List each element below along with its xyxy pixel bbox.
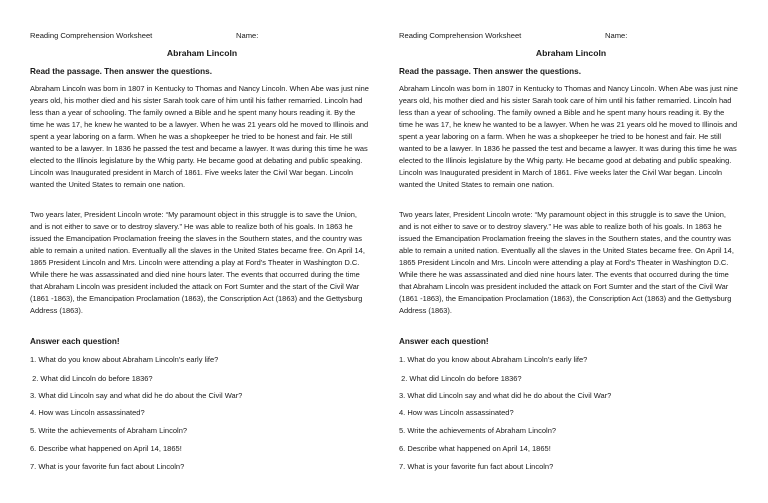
worksheet-title: Abraham Lincoln: [535, 48, 607, 58]
question-6: 6. Describe what happened on April 14, 1865!: [30, 444, 182, 453]
answer-heading: Answer each question!: [30, 337, 120, 346]
passage-paragraph-1: Abraham Lincoln was born in 1807 in Kentucky to Thomas and Nancy Lincoln. When Abe was just nine years old, his mother died and his sister Sarah took care of him until his father remarried. Lincoln had less than a year of schooling. The family owned a Bible and he spent many hours reading it. By the time he was 17, he knew he wanted to be a lawyer. When he was 21 years old he moved to Illinois and spent a year laboring on a farm. When he was a shopkeeper he tried to be honest and fair. He still wanted to be a lawyer. In 1836 he passed the test and became a lawyer. It was during this time he was elected to the Illinois legislature by the Whig party. He became good at debating and public speaking. Lincoln was Inaugurated president in March of 1861. Five weeks later the Civil War began. Lincoln wanted the United States to remain one nation.: [399, 84, 738, 190]
question-5: 5. Write the achievements of Abraham Lincoln?: [30, 426, 188, 435]
question-4: 4. How was Lincoln assassinated?: [399, 408, 514, 417]
worksheet-header: [399, 31, 743, 41]
answer-heading: Answer each question!: [399, 337, 489, 346]
name-label: Name:: [605, 31, 628, 40]
passage-paragraph-1: Abraham Lincoln was born in 1807 in Kentucky to Thomas and Nancy Lincoln. When Abe was just nine years old, his mother died and his sister Sarah took care of him until his father remarried. Lincoln had less than a year of schooling. The family owned a Bible and he spent many hours reading it. By the time he was 17, he knew he wanted to be a lawyer. When he was 21 years old he moved to Illinois and spent a year laboring on a farm. When he was a shopkeeper he tried to be honest and fair. He still wanted to be a lawyer. In 1836 he passed the test and became a lawyer. It was during this time he was elected to the Illinois legislature by the Whig party. He became good at debating and public speaking. Lincoln was Inaugurated president in March of 1861. Five weeks later the Civil War began. Lincoln wanted the United States to remain one nation.: [30, 84, 369, 190]
worksheet-title: Abraham Lincoln: [166, 48, 238, 58]
question-7: 7. What is your favorite fun fact about Lincoln?: [30, 462, 185, 471]
question-2: 2. What did Lincoln do before 1836?: [30, 374, 153, 383]
worksheet-header: [30, 31, 374, 41]
instructions: Read the passage. Then answer the questions.: [399, 67, 581, 76]
question-1: 1. What do you know about Abraham Lincoln’s early life?: [30, 355, 219, 364]
question-6: 6. Describe what happened on April 14, 1865!: [399, 444, 551, 453]
question-7: 7. What is your favorite fun fact about Lincoln?: [399, 462, 554, 471]
instructions: Read the passage. Then answer the questions.: [30, 67, 212, 76]
header-title: Reading Comprehension Worksheet: [399, 31, 522, 40]
worksheet-left: [30, 0, 374, 503]
question-4: 4. How was Lincoln assassinated?: [30, 408, 145, 417]
question-3: 3. What did Lincoln say and what did he do about the Civil War?: [399, 391, 612, 400]
question-1: 1. What do you know about Abraham Lincoln’s early life?: [399, 355, 588, 364]
question-5: 5. Write the achievements of Abraham Lincoln?: [399, 426, 557, 435]
question-2: 2. What did Lincoln do before 1836?: [399, 374, 522, 383]
passage-paragraph-2: Two years later, President Lincoln wrote: “My paramount object in this struggle is to save the Union, and is not either to save or to destroy slavery.” He was able to realize both of his goals. In 1863 he issued the Emancipation Proclamation freeing the slaves in the Southern states, and the country was able to remain a united nation. Eventually all the slaves in the United States became free. On April 14, 1865 President Lincoln and Mrs. Lincoln were attending a play at Ford’s Theater in Washington D.C. While there he was assassinated and died nine hours later. The events that occurred during the time that Abraham Lincoln was president included the attack on Fort Sumter and the start of the Civil War (1861 -1863), the Emancipation Proclamation (1863), the Conscription Act (1863) and the Gettysburg Address (1863).: [399, 210, 734, 316]
passage-paragraph-2: Two years later, President Lincoln wrote: “My paramount object in this struggle is to save the Union, and is not either to save or to destroy slavery.” He was able to realize both of his goals. In 1863 he issued the Emancipation Proclamation freeing the slaves in the Southern states, and the country was able to remain a united nation. Eventually all the slaves in the United States became free. On April 14, 1865 President Lincoln and Mrs. Lincoln were attending a play at Ford’s Theater in Washington D.C. While there he was assassinated and died nine hours later. The events that occurred during the time that Abraham Lincoln was president included the attack on Fort Sumter and the start of the Civil War (1861 -1863), the Emancipation Proclamation (1863), the Conscription Act (1863) and the Gettysburg Address (1863).: [30, 210, 365, 316]
worksheet-right: [399, 0, 743, 503]
header-title: Reading Comprehension Worksheet: [30, 31, 153, 40]
question-3: 3. What did Lincoln say and what did he do about the Civil War?: [30, 391, 243, 400]
name-label: Name:: [236, 31, 259, 40]
